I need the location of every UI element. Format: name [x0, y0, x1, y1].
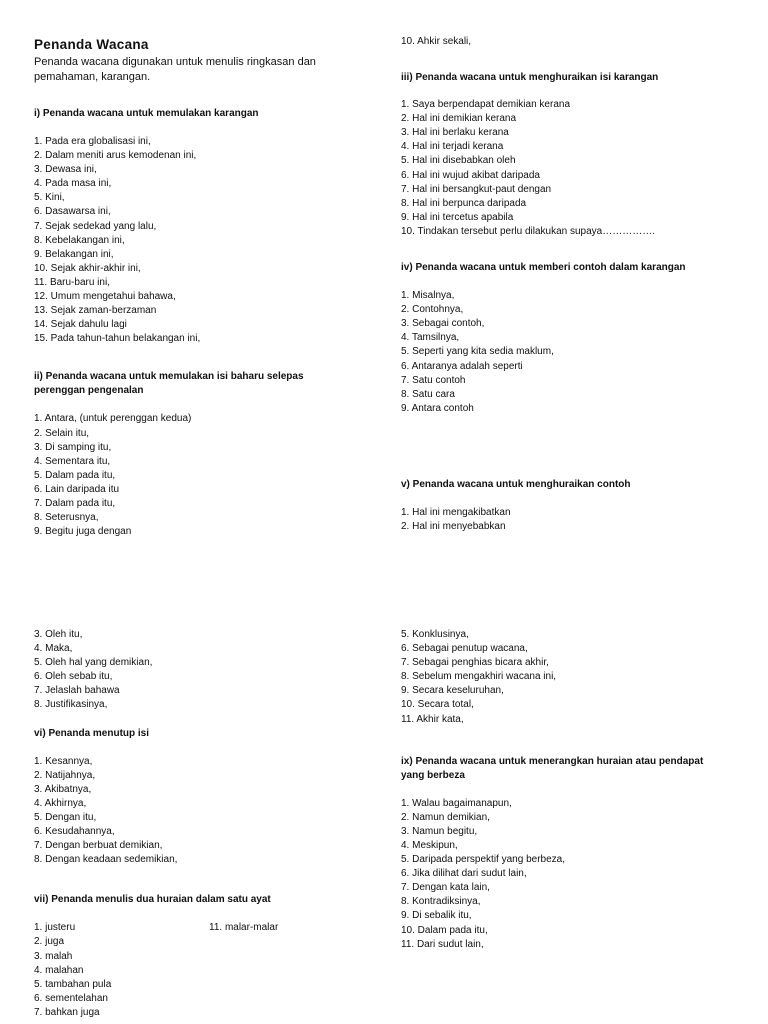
list-item: 7. Hal ini bersangkut-paut dengan	[401, 183, 552, 195]
list-item: 2. Hal ini demikian kerana	[401, 113, 517, 125]
list-item: 4. Meskipun,	[401, 839, 458, 851]
list-item: 2. Natijahnya,	[34, 769, 96, 781]
list-item: 10. Dalam pada itu,	[401, 924, 488, 936]
list-item: 5. Dalam pada itu,	[34, 469, 116, 481]
list-item: 6. Kesudahannya,	[34, 826, 115, 838]
list-item: 3. Hal ini berlaku kerana	[401, 127, 509, 139]
list-item: 12. Umum mengetahui bahawa,	[34, 291, 176, 303]
list-item: 11. Dari sudut lain,	[401, 938, 484, 950]
section-7-lists	[34, 921, 364, 1020]
list-item: 4. Maka,	[34, 643, 73, 655]
intro-text: Penanda wacana digunakan untuk menulis ringkasan dan pemahaman, karangan.	[34, 56, 316, 83]
section-7-list-left	[34, 921, 364, 1020]
list-item: 13. Sejak zaman-berzaman	[34, 305, 157, 317]
list-item: 2. Hal ini menyebabkan	[401, 520, 506, 532]
section-2-continued-list-bottom	[34, 628, 364, 713]
list-item: 3. Di samping itu,	[34, 441, 112, 453]
list-item: 9. Belakangan ini,	[34, 248, 114, 260]
list-item: 2. Namun demikian,	[401, 811, 490, 823]
list-item: 11. malar-malar	[209, 922, 279, 934]
section-9-heading	[401, 755, 741, 783]
list-item: 1. Walau bagaimanapun,	[401, 797, 512, 809]
list-item: 15. Pada tahun-tahun belakangan ini,	[34, 333, 201, 345]
list-item: 6. Dasawarsa ini,	[34, 206, 111, 218]
list-item: 9. Antara contoh	[401, 402, 474, 414]
list-item: 10. Sejak akhir-akhir ini,	[34, 262, 141, 274]
section-2-continued-list	[401, 35, 741, 49]
list-item: 9. Hal ini tercetus apabila	[401, 211, 514, 223]
list-item: 6. sementelahan	[34, 992, 108, 1004]
list-item: 9. Secara keseluruhan,	[401, 685, 504, 697]
section-2-heading-line-2: perenggan pengenalan	[34, 385, 144, 397]
list-item: 2. Dalam meniti arus kemodenan ini,	[34, 150, 197, 162]
list-item: 14. Sejak dahulu lagi	[34, 319, 127, 331]
section-9-list	[401, 797, 741, 952]
section-5-heading: v) Penanda wacana untuk menghuraikan contoh	[401, 478, 631, 490]
list-item: 8. Dengan keadaan sedemikian,	[34, 854, 178, 866]
page-title: Penanda Wacana	[34, 37, 149, 52]
section-2-heading-line-1: ii) Penanda wacana untuk memulakan isi baharu selepas	[34, 371, 304, 383]
list-item: 11. Akhir kata,	[401, 713, 464, 725]
list-item: 8. Sebelum mengakhiri wacana ini,	[401, 671, 557, 683]
section-7-heading: vii) Penanda menulis dua huraian dalam satu ayat	[34, 894, 271, 906]
list-item: 6. Hal ini wujud akibat daripada	[401, 169, 540, 181]
left-column-bottom	[34, 628, 364, 1020]
list-item: 1. Saya berpendapat demikian kerana	[401, 99, 571, 111]
list-item: 6. Lain daripada itu	[34, 483, 120, 495]
section-2-list	[34, 412, 364, 539]
list-item: 3. Sebagai contoh,	[401, 318, 485, 330]
section-3-list	[401, 98, 741, 239]
list-item: 10. Secara total,	[401, 699, 474, 711]
list-item: 11. Baru-baru ini,	[34, 276, 110, 288]
section-9-heading-line-2: yang berbeza	[401, 769, 465, 781]
section-6-list	[34, 755, 364, 868]
section-1-list	[34, 135, 364, 346]
list-item: 1. Pada era globalisasi ini,	[34, 136, 151, 147]
list-item: 9. Di sebalik itu,	[401, 910, 472, 922]
list-item: 7. Sebagai penghias bicara akhir,	[401, 657, 549, 669]
section-3-heading: iii) Penanda wacana untuk menghuraikan isi karangan	[401, 72, 659, 84]
list-item: 6. Sebagai penutup wacana,	[401, 643, 528, 655]
section-1-heading: i) Penanda wacana untuk memulakan karangan	[34, 108, 259, 119]
list-item: 4. Hal ini terjadi kerana	[401, 141, 504, 153]
list-item: 6. Antaranya adalah seperti	[401, 360, 523, 372]
conclusion-list	[401, 628, 741, 727]
list-item: 5. Seperti yang kita sedia maklum,	[401, 346, 554, 358]
list-item: 5. Oleh hal yang demikian,	[34, 657, 153, 669]
section-6-heading: vi) Penanda menutup isi	[34, 727, 150, 739]
list-item: 7. bahkan juga	[34, 1006, 100, 1018]
list-item: 5. Kini,	[34, 192, 65, 204]
list-item: 3. Oleh itu,	[34, 629, 83, 640]
list-item: 2. juga	[34, 936, 65, 948]
list-item: 5. Daripada perspektif yang berbeza,	[401, 854, 565, 866]
list-item: 8. Satu cara	[401, 388, 455, 400]
list-item: 1. Kesannya,	[34, 755, 93, 767]
list-item: 8. Hal ini berpunca daripada	[401, 197, 527, 209]
list-item: 3. Dewasa ini,	[34, 164, 97, 176]
list-item: 4. Akhirnya,	[34, 797, 87, 809]
list-item: 1. Hal ini mengakibatkan	[401, 506, 511, 518]
list-item: 3. Akibatnya,	[34, 783, 92, 795]
list-item: 1. Antara, (untuk perenggan kedua)	[34, 413, 192, 425]
list-item: 8. Justifikasinya,	[34, 699, 108, 711]
list-item: 3. malah	[34, 950, 73, 962]
section-7-list-right	[209, 921, 278, 935]
list-item: 1. Misalnya,	[401, 290, 455, 302]
section-4-heading: iv) Penanda wacana untuk memberi contoh dalam karangan	[401, 262, 686, 274]
list-item: 2. Contohnya,	[401, 304, 464, 316]
list-item: 9. Begitu juga dengan	[34, 526, 132, 538]
list-item: 5. tambahan pula	[34, 978, 112, 990]
list-item: 7. Dalam pada itu,	[34, 497, 116, 509]
list-item: 1. justeru	[34, 922, 76, 934]
list-item: 7. Dengan kata lain,	[401, 882, 490, 894]
right-column-bottom	[401, 628, 741, 952]
list-item: 2. Selain itu,	[34, 427, 90, 439]
list-item: 6. Oleh sebab itu,	[34, 671, 113, 683]
list-item: 5. Hal ini disebabkan oleh	[401, 155, 516, 167]
right-column-top	[401, 35, 741, 534]
list-item: 4. Tamsilnya,	[401, 332, 460, 344]
list-item: 8. Seterusnya,	[34, 512, 99, 524]
list-item: 8. Kontradiksinya,	[401, 896, 481, 908]
list-item: 10. Ahkir sekali,	[401, 36, 472, 47]
section-4-list	[401, 289, 741, 416]
list-item: 5. Konklusinya,	[401, 629, 469, 640]
section-2-heading	[34, 370, 364, 398]
section-9-heading-line-1: ix) Penanda wacana untuk menerangkan huraian atau pendapat	[401, 755, 704, 767]
list-item: 7. Jelaslah bahawa	[34, 685, 120, 697]
list-item: 7. Dengan berbuat demikian,	[34, 840, 163, 852]
list-item: 4. Sementara itu,	[34, 455, 111, 467]
list-item: 7. Satu contoh	[401, 374, 466, 386]
list-item: 7. Sejak sedekad yang lalu,	[34, 220, 157, 232]
list-item: 10. Tindakan tersebut perlu dilakukan supaya…………….	[401, 225, 656, 237]
list-item: 4. Pada masa ini,	[34, 178, 112, 190]
list-item: 4. malahan	[34, 964, 84, 976]
left-column-top	[34, 36, 364, 539]
list-item: 6. Jika dilihat dari sudut lain,	[401, 868, 527, 880]
list-item: 5. Dengan itu,	[34, 811, 97, 823]
list-item: 8. Kebelakangan ini,	[34, 234, 125, 246]
section-5-list	[401, 506, 741, 534]
list-item: 3. Namun begitu,	[401, 825, 478, 837]
